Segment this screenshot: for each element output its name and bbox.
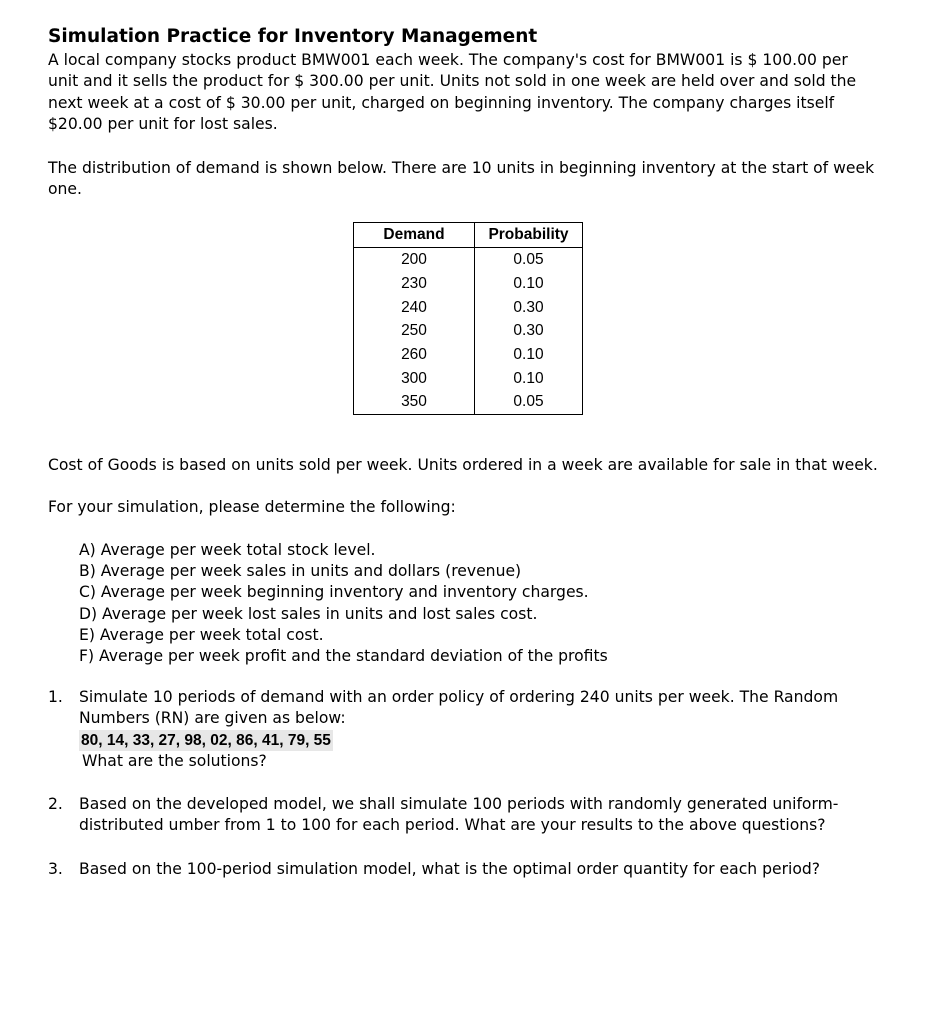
header-demand: Demand <box>354 223 475 248</box>
probability-cell: 0.05 <box>475 248 583 272</box>
table-header-row <box>354 223 583 248</box>
question-text: Based on the developed model, we shall simulate 100 periods with randomly generated uniform-distributed umber from 1 to 100 for each period. What are your results to the above questions? <box>79 795 839 835</box>
demand-probability-table <box>353 222 583 415</box>
question-number: 1. <box>48 688 63 707</box>
list-item: B) Average per week sales in units and dollars (revenue) <box>79 562 522 581</box>
question-item <box>48 794 898 836</box>
determine-paragraph: For your simulation, please determine the following: <box>48 497 456 516</box>
table-row <box>354 272 583 296</box>
list-item: E) Average per week total cost. <box>79 625 324 644</box>
list-item: C) Average per week beginning inventory and inventory charges. <box>79 583 589 602</box>
list-item: D) Average per week lost sales in units and lost sales cost. <box>79 604 538 623</box>
demand-cell: 240 <box>354 296 475 320</box>
demand-table-wrapper <box>353 222 898 415</box>
question-text: Based on the 100-period simulation model, what is the optimal order quantity for each period? <box>79 859 821 878</box>
question-number: 3. <box>48 859 63 878</box>
demand-cell: 200 <box>354 248 475 272</box>
demand-cell: 250 <box>354 320 475 344</box>
header-probability: Probability <box>475 223 583 248</box>
demand-cell: 230 <box>354 272 475 296</box>
demand-cell: 350 <box>354 391 475 415</box>
table-row <box>354 296 583 320</box>
cogs-paragraph: Cost of Goods is based on units sold per week. Units ordered in a week are available for sale in that week. <box>48 456 878 475</box>
question-item <box>48 859 898 880</box>
question-number: 2. <box>48 795 63 814</box>
probability-cell: 0.30 <box>475 320 583 344</box>
demand-cell: 300 <box>354 367 475 391</box>
requirements-list <box>79 540 898 667</box>
table-row <box>354 343 583 367</box>
table-row <box>354 248 583 272</box>
distribution-paragraph: The distribution of demand is shown below. There are 10 units in beginning inventory at the start of week one. <box>48 158 875 199</box>
probability-cell: 0.10 <box>475 272 583 296</box>
list-item: F) Average per week profit and the standard deviation of the profits <box>79 647 608 666</box>
table-row <box>354 320 583 344</box>
intro-paragraph: A local company stocks product BMW001 each week. The company's cost for BMW001 is $ 100.00 per unit and it sells the product for $ 300.00 per unit. Units not sold in one week are held over and sold the next week at a cost of $ 30.00 per unit, charged on beginning inventory. The company charges itself $20.00 per unit for lost sales. <box>48 51 857 134</box>
probability-cell: 0.10 <box>475 367 583 391</box>
document-title: Simulation Practice for Inventory Management <box>48 26 538 47</box>
list-item: A) Average per week total stock level. <box>79 541 376 560</box>
demand-cell: 260 <box>354 343 475 367</box>
probability-cell: 0.10 <box>475 343 583 367</box>
table-row <box>354 391 583 415</box>
probability-cell: 0.05 <box>475 391 583 415</box>
document-page <box>48 24 898 902</box>
questions-list <box>48 687 898 879</box>
question-followup: What are the solutions? <box>82 751 267 770</box>
question-text: Simulate 10 periods of demand with an order policy of ordering 240 units per week. The Random Numbers (RN) are given as below: <box>79 688 839 728</box>
probability-cell: 0.30 <box>475 296 583 320</box>
random-numbers: 80, 14, 33, 27, 98, 02, 86, 41, 79, 55 <box>79 730 333 751</box>
table-row <box>354 367 583 391</box>
question-item <box>48 687 898 772</box>
